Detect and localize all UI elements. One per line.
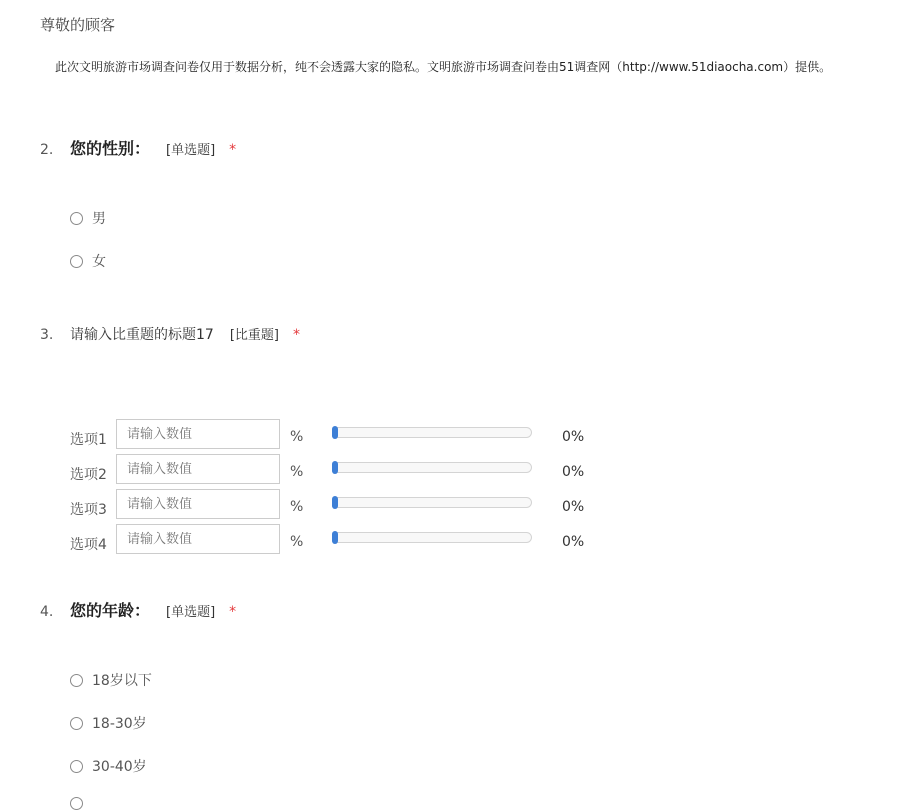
weight-option-label: 选项2 <box>70 467 107 483</box>
radio-button[interactable] <box>70 674 83 687</box>
weight-percent-value: 0% <box>562 464 585 480</box>
question-title: 请输入比重题的标题17 <box>70 327 214 343</box>
question-type: [单选题] <box>166 605 216 620</box>
percent-sign: % <box>290 499 304 515</box>
radio-label: 男 <box>92 211 106 227</box>
slider-handle[interactable] <box>332 461 338 474</box>
percent-sign: % <box>290 464 304 480</box>
radio-option-male[interactable] <box>70 208 106 228</box>
question-number: 2. <box>40 142 54 158</box>
weight-value-input[interactable] <box>116 489 280 519</box>
radio-option-18-30[interactable] <box>70 713 147 733</box>
radio-option-female[interactable] <box>70 251 106 271</box>
radio-label: 18岁以下 <box>92 673 152 689</box>
weight-slider[interactable] <box>332 427 532 438</box>
weight-slider[interactable] <box>332 497 532 508</box>
radio-label: 30-40岁 <box>92 759 147 775</box>
slider-handle[interactable] <box>332 531 338 544</box>
weight-percent-value: 0% <box>562 429 585 445</box>
weight-row-4 <box>70 524 630 554</box>
weight-slider[interactable] <box>332 462 532 473</box>
question-type: [单选题] <box>166 143 216 158</box>
percent-sign: % <box>290 429 304 445</box>
required-mark: * <box>229 142 237 158</box>
weight-value-input[interactable] <box>116 524 280 554</box>
required-mark: * <box>292 327 300 343</box>
question-2-header <box>40 136 236 159</box>
weight-row-2 <box>70 454 630 484</box>
question-title: 您的年龄： <box>70 601 151 620</box>
radio-button[interactable] <box>70 255 83 268</box>
required-mark: * <box>229 604 237 620</box>
radio-button[interactable] <box>70 797 83 810</box>
question-4-header <box>40 598 236 621</box>
question-number: 4. <box>40 604 54 620</box>
weight-percent-value: 0% <box>562 534 585 550</box>
weight-slider[interactable] <box>332 532 532 543</box>
question-type: [比重题] <box>229 328 279 343</box>
radio-option-30-40[interactable] <box>70 756 147 776</box>
radio-button[interactable] <box>70 717 83 730</box>
survey-greeting: 尊敬的顾客 <box>40 16 116 34</box>
weight-row-1 <box>70 419 630 449</box>
slider-handle[interactable] <box>332 426 338 439</box>
question-title: 您的性别： <box>70 139 151 158</box>
weight-value-input[interactable] <box>116 419 280 449</box>
radio-button[interactable] <box>70 212 83 225</box>
radio-option-partial[interactable] <box>70 797 83 810</box>
weight-option-label: 选项4 <box>70 537 107 553</box>
weight-option-label: 选项1 <box>70 432 107 448</box>
weight-option-label: 选项3 <box>70 502 107 518</box>
weight-value-input[interactable] <box>116 454 280 484</box>
radio-label: 女 <box>92 254 106 270</box>
radio-label: 18-30岁 <box>92 716 147 732</box>
radio-button[interactable] <box>70 760 83 773</box>
percent-sign: % <box>290 534 304 550</box>
slider-handle[interactable] <box>332 496 338 509</box>
question-3-header <box>40 324 300 344</box>
question-number: 3. <box>40 327 54 343</box>
weight-percent-value: 0% <box>562 499 585 515</box>
survey-intro: 此次文明旅游市场调查问卷仅用于数据分析，纯不会透露大家的隐私。文明旅游市场调查问卷由51调查网（http://www.51diaocha.com）提供。 <box>55 60 832 74</box>
radio-option-under-18[interactable] <box>70 670 152 690</box>
weight-row-3 <box>70 489 630 519</box>
